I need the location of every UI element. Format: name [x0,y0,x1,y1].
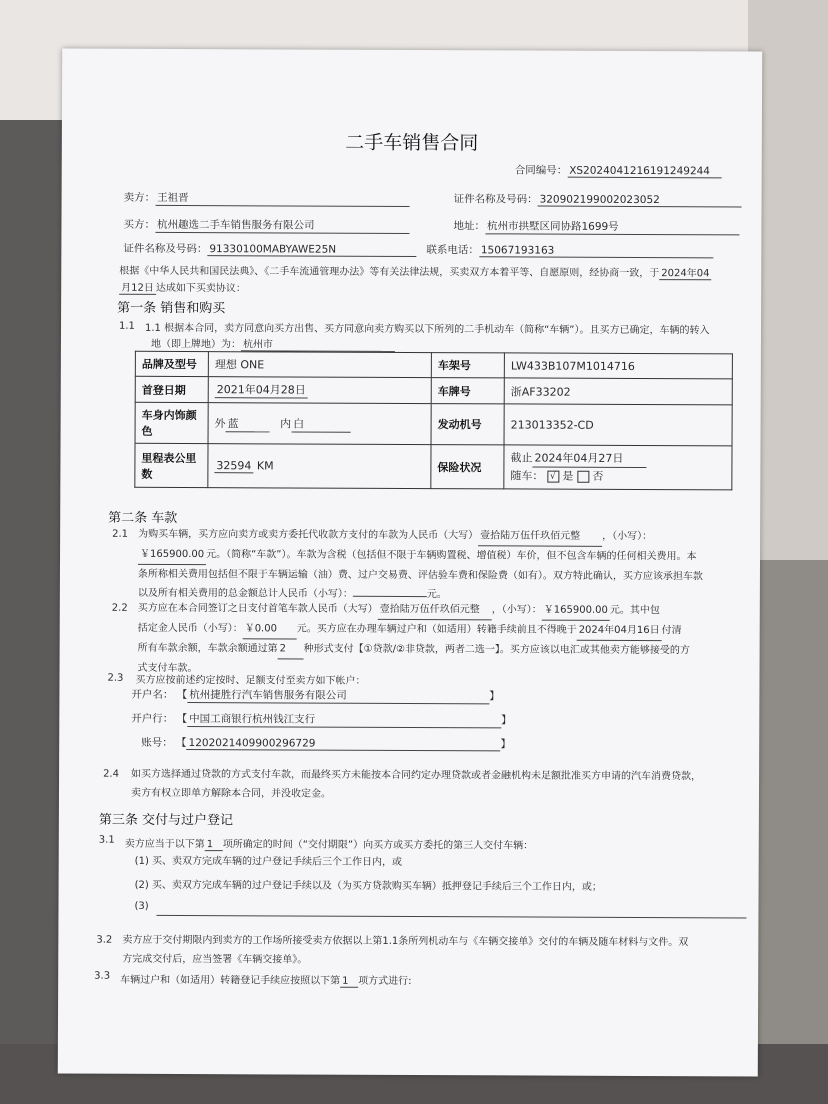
odometer-label: 里程表公里数 [135,443,208,487]
document-title: 二手车销售合同 [345,131,479,155]
clause-2-2-text: 买方应在本合同签订之日支付首笔车款人民币（大写） 壹拾陆万伍仟玖佰元整 ，（小写）： ￥165900.00 元。其中包 括定金人民币（小写）： ￥0.00 元。买方应在办理车辆过户和（如适用）转籍手续前且不得晚于 2024年04月16日 付清 所有车款余额，车款余额通过第 2 种形式支付【①贷款/②非贷款，两者二选一】。买方应该以电汇或其他卖方能够接受的方 式支付车款。 [137,599,690,680]
clause-1-1-number: 1.1 [119,320,135,332]
intro-line-1: 根据《中华人民共和国民法典》、《二手车流通管理办法》等有关法律法规，买卖双方本着平等、自愿原则，经协商一致，于 2024年04 [119,262,711,281]
contract-number: 合同编号： XS2024041216191249244 [515,162,722,178]
clause-3-1-option-3: (3) [134,900,149,912]
clause-3-1-text: 卖方应当于以下第 1 项所确定的时间（“交付期限”）向买方或买方委托的第三人交付车辆： [124,838,534,852]
background-right-lower [758,560,828,1104]
vin-value: LW433B107M1014716 [504,353,732,379]
clause-2-1-number: 2.1 [112,528,129,540]
contract-paper [58,48,762,1076]
clause-1-1-text: 1.1 根据本合同，卖方同意向买方出售、买方同意向卖方购买以下所列的二手机动车（简称“车辆”）。且买方已确定，车辆的转入 [144,322,710,337]
clause-2-1-text: 为购买车辆，买方应向卖方或卖方委托代收款方支付的车款为人民币（大写） 壹拾陆万伍仟玖佰元整 ，（小写）： ￥165900.00 元。（简称“车款”）。车款为含税（包括但不限于车辆购置税、增值税）车价，但不包含车辆的任何相关费用。本 条所称相关费用包括但不限于车辆运输（油）费、过户交易费、评估验车费和保险费（如有）。双方特此确认，买方应该承担车款 以及所有相关费用的总金额总计人民币（小写）： 元。 [138,525,703,605]
clause-3-3-number: 3.3 [94,970,111,982]
article-2-heading: 第二条 车款 [108,510,178,526]
vin-label: 车架号 [431,353,504,378]
brand-value: 理想 ONE [208,352,431,378]
clause-3-3-text: 车辆过户和（如适用）转籍登记手续应按照以下第 1 项方式进行: [120,974,412,988]
intro-line-2: 月12日 达成如下买卖协议： [119,279,246,296]
color-label: 车身内饰颜色 [135,402,208,443]
clause-3-1-number: 3.1 [98,834,115,846]
buyer-address-field: 地址： 杭州市拱墅区同协路1699号 [453,218,739,235]
plate-label: 车牌号 [431,378,504,404]
clause-3-1-option-2: (2) 买、卖双方完成车辆的过户登记手续以及（为买方贷款购买车辆）抵押登记手续后三个工作日内，或； [134,879,602,893]
registration-label: 首登日期 [135,376,208,402]
buyer-phone-field: 联系电话： 15067193163 [426,242,713,258]
table-row [135,376,732,405]
engine-label: 发动机号 [431,404,504,445]
clause-2-4-text: 如买方选择通过贷款的方式支付车款，而最终买方未能按本合同约定办理贷款或者金融机构未足额批准买方申请的汽车消费贷款， 卖方有权立即单方解除本合同，并没收定金。 [130,768,702,800]
engine-value: 213013352-CD [504,404,732,446]
vehicle-info-table [134,351,733,491]
seller-field: 卖方： 王祖晋 [124,190,410,207]
buyer-field: 买方： 杭州趣选二手车销售服务有限公司 [123,217,409,234]
account-name-field: 开户名： 【 杭州捷胜行汽车销售服务有限公司 】 [131,688,500,703]
clause-2-2-number: 2.2 [111,602,128,614]
table-row [135,443,732,490]
color-value: 外 蓝 内 白 [208,403,431,445]
article-3-heading: 第三条 交付与过户登记 [98,812,234,829]
clause-1-1-destination: 地（即上牌地）为： 杭州市 [151,335,395,352]
clause-2-3-text: 买方应按前述约定按时、足额支付至卖方如下帐户： [135,674,366,687]
article-1-heading: 第一条 销售和购买 [117,300,226,317]
insurance-label: 保险状况 [431,445,504,489]
clause-2-4-number: 2.4 [103,768,120,780]
odometer-value: 32594 KM [208,444,431,489]
buyer-id-field: 证件名称及号码： 91330100MABYAWE25N [123,241,416,257]
plate-value: 浙AF33202 [504,378,732,405]
no-checkbox [577,471,589,483]
account-number-field: 账号： 【 1202021409900296729 】 [141,736,512,751]
bank-field: 开户行： 【 中国工商银行杭州钱江支行 】 [131,712,512,727]
clause-3-1-option-1: (1) 买、卖双方完成车辆的过户登记手续后三个工作日内，或 [134,855,403,868]
table-row [135,351,732,379]
clause-2-3-number: 2.3 [107,672,124,684]
registration-value: 2021年04月28日 [208,377,431,404]
yes-checkbox: √ [547,471,559,483]
option-3-blank-line [156,915,746,919]
seller-id-field: 证件名称及号码： 320902199002023052 [454,191,742,207]
clause-3-2-number: 3.2 [96,934,113,946]
insurance-value: 截止 2024年04月27日 随车： √ 是 否 [504,445,732,490]
clause-3-2-text: 卖方应于交付期限内到卖方的工作场所接受卖方依据以上第1.1条所列机动车与《车辆交接单》交付的车辆及随车材料与文件。双 方完成交付后，应当签署《车辆交接单》。 [122,934,689,966]
table-row [135,402,732,446]
brand-label: 品牌及型号 [135,351,208,376]
